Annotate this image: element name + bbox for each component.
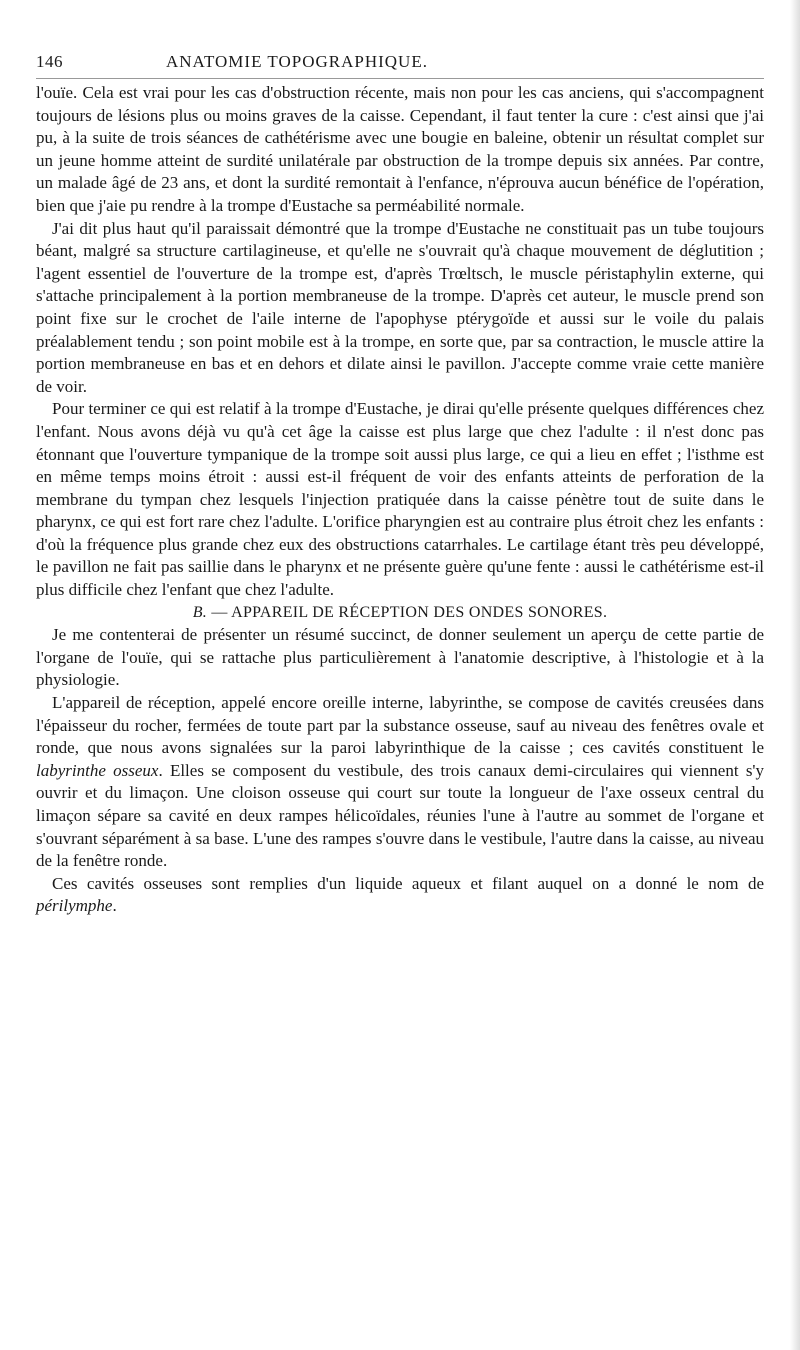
term-perilymphe: périlymphe — [36, 896, 113, 916]
paragraph-2: J'ai dit plus haut qu'il paraissait démontré que la trompe d'Eustache ne constituait pas un tube toujours béant, malgré sa structure cartilagineuse, et qu'elle ne s'ouvrait qu'à chaque mouvement de déglutition ; l'agent essentiel de l'ouverture de la trompe est, d'après Trœltsch, le muscle péristaphylin externe, qui s'attache principalement à la portion membraneuse de la trompe. D'après cet auteur, le muscle prend son point fixe sur le crochet de l'aile interne de l'apophyse ptérygoïde et aussi sur le voile du palais préalablement tendu ; son point mobile est à la trompe, en sorte que, par sa contraction, le muscle attire la portion membraneuse en bas et en dehors et dilate ainsi le pavillon. J'accepte comme vraie cette manière de voir. — [36, 218, 764, 396]
paragraph-1: l'ouïe. Cela est vrai pour les cas d'obstruction récente, mais non pour les cas anciens, qui s'accompagnent toujours de lésions plus ou moins graves de la caisse. Cependant, il faut tenter la cure : c'est ainsi que j'ai pu, à la suite de trois séances de cathétérisme avec une bougie en baleine, obtenir un résultat complet sur un jeune homme atteint de surdité unilatérale par obstruction de la trompe depuis six années. Par contre, un malade âgé de 23 ans, et dont la surdité remontait à l'enfance, n'éprouva aucun bénéfice de l'opération, bien que j'aie pu rendre à la trompe d'Eustache sa perméabilité normale. — [36, 83, 764, 215]
body-text — [36, 82, 764, 918]
section-heading — [36, 602, 764, 625]
section-title-text: — APPAREIL DE RÉCEPTION DES ONDES SONORES. — [211, 603, 608, 621]
paragraph-4: Je me contenterai de présenter un résumé succinct, de donner seulement un aperçu de cette partie de l'organe de l'ouïe, qui se rattache plus particulièrement à l'anatomie descriptive, à l'histologie et à la physiologie. — [36, 625, 764, 690]
paragraph-3: Pour terminer ce qui est relatif à la trompe d'Eustache, je dirai qu'elle présente quelques différences chez l'enfant. Nous avons déjà vu qu'à cet âge la caisse est plus large que chez l'adulte : il n'est donc pas étonnant que l'ouverture tympanique de la trompe soit aussi plus large, ce qui a lieu en effet ; l'isthme est en même temps moins étroit : aussi est-il fréquent de voir des enfants atteints de perforation de la membrane du tympan chez lesquels l'injection pratiquée dans la caisse pénètre tout de suite dans le pharynx, ce qui est fort rare chez l'adulte. L'orifice pharyngien est au contraire plus étroit chez les enfants : d'où la fréquence plus grande chez eux des obstructions catarrhales. Le cartilage étant très peu développé, le pavillon ne fait pas saillie dans le pharynx et ne présente guère qu'une fente : aussi le cathétérisme est-il plus difficile chez l'enfant que chez l'adulte. — [36, 399, 764, 600]
paragraph-6-part-a: Ces cavités osseuses sont remplies d'un liquide aqueux et filant auquel on a donné le nom de — [52, 873, 764, 893]
page-number: 146 — [36, 52, 63, 71]
page-edge-shadow — [790, 0, 800, 1350]
section-letter: B. — [192, 603, 208, 621]
running-title: ANATOMIE TOPOGRAPHIQUE. — [166, 52, 428, 71]
paragraph-5-part-b: . Elles se composent du vestibule, des trois canaux demi-circulaires qui viennent s'y ouvrir et du limaçon. Une cloison osseuse qui court sur toute la longueur de l'axe osseux central du limaçon sépare sa cavité en deux rampes hélicoïdales, réunies l'une à l'autre au sommet de l'organe et s'ouvrant séparément à sa base. L'une des rampes s'ouvre dans le vestibule, l'autre dans la caisse, au niveau de la fenêtre ronde. — [36, 760, 764, 871]
paragraph-6-part-b: . — [112, 896, 117, 916]
term-labyrinthe-osseux: labyrinthe osseux — [36, 760, 159, 780]
paragraph-6 — [36, 873, 764, 918]
paragraph-5 — [36, 692, 764, 873]
header-divider — [36, 78, 764, 79]
paragraph-5-part-a: L'appareil de réception, appelé encore oreille interne, labyrinthe, se compose de cavités creusées dans l'épaisseur du rocher, fermées de toute part par la substance osseuse, sauf au niveau des fenêtres ovale et ronde, que nous avons signalées sur la paroi labyrinthique de la caisse ; ces cavités constituent le — [36, 693, 764, 758]
running-head — [36, 52, 736, 76]
